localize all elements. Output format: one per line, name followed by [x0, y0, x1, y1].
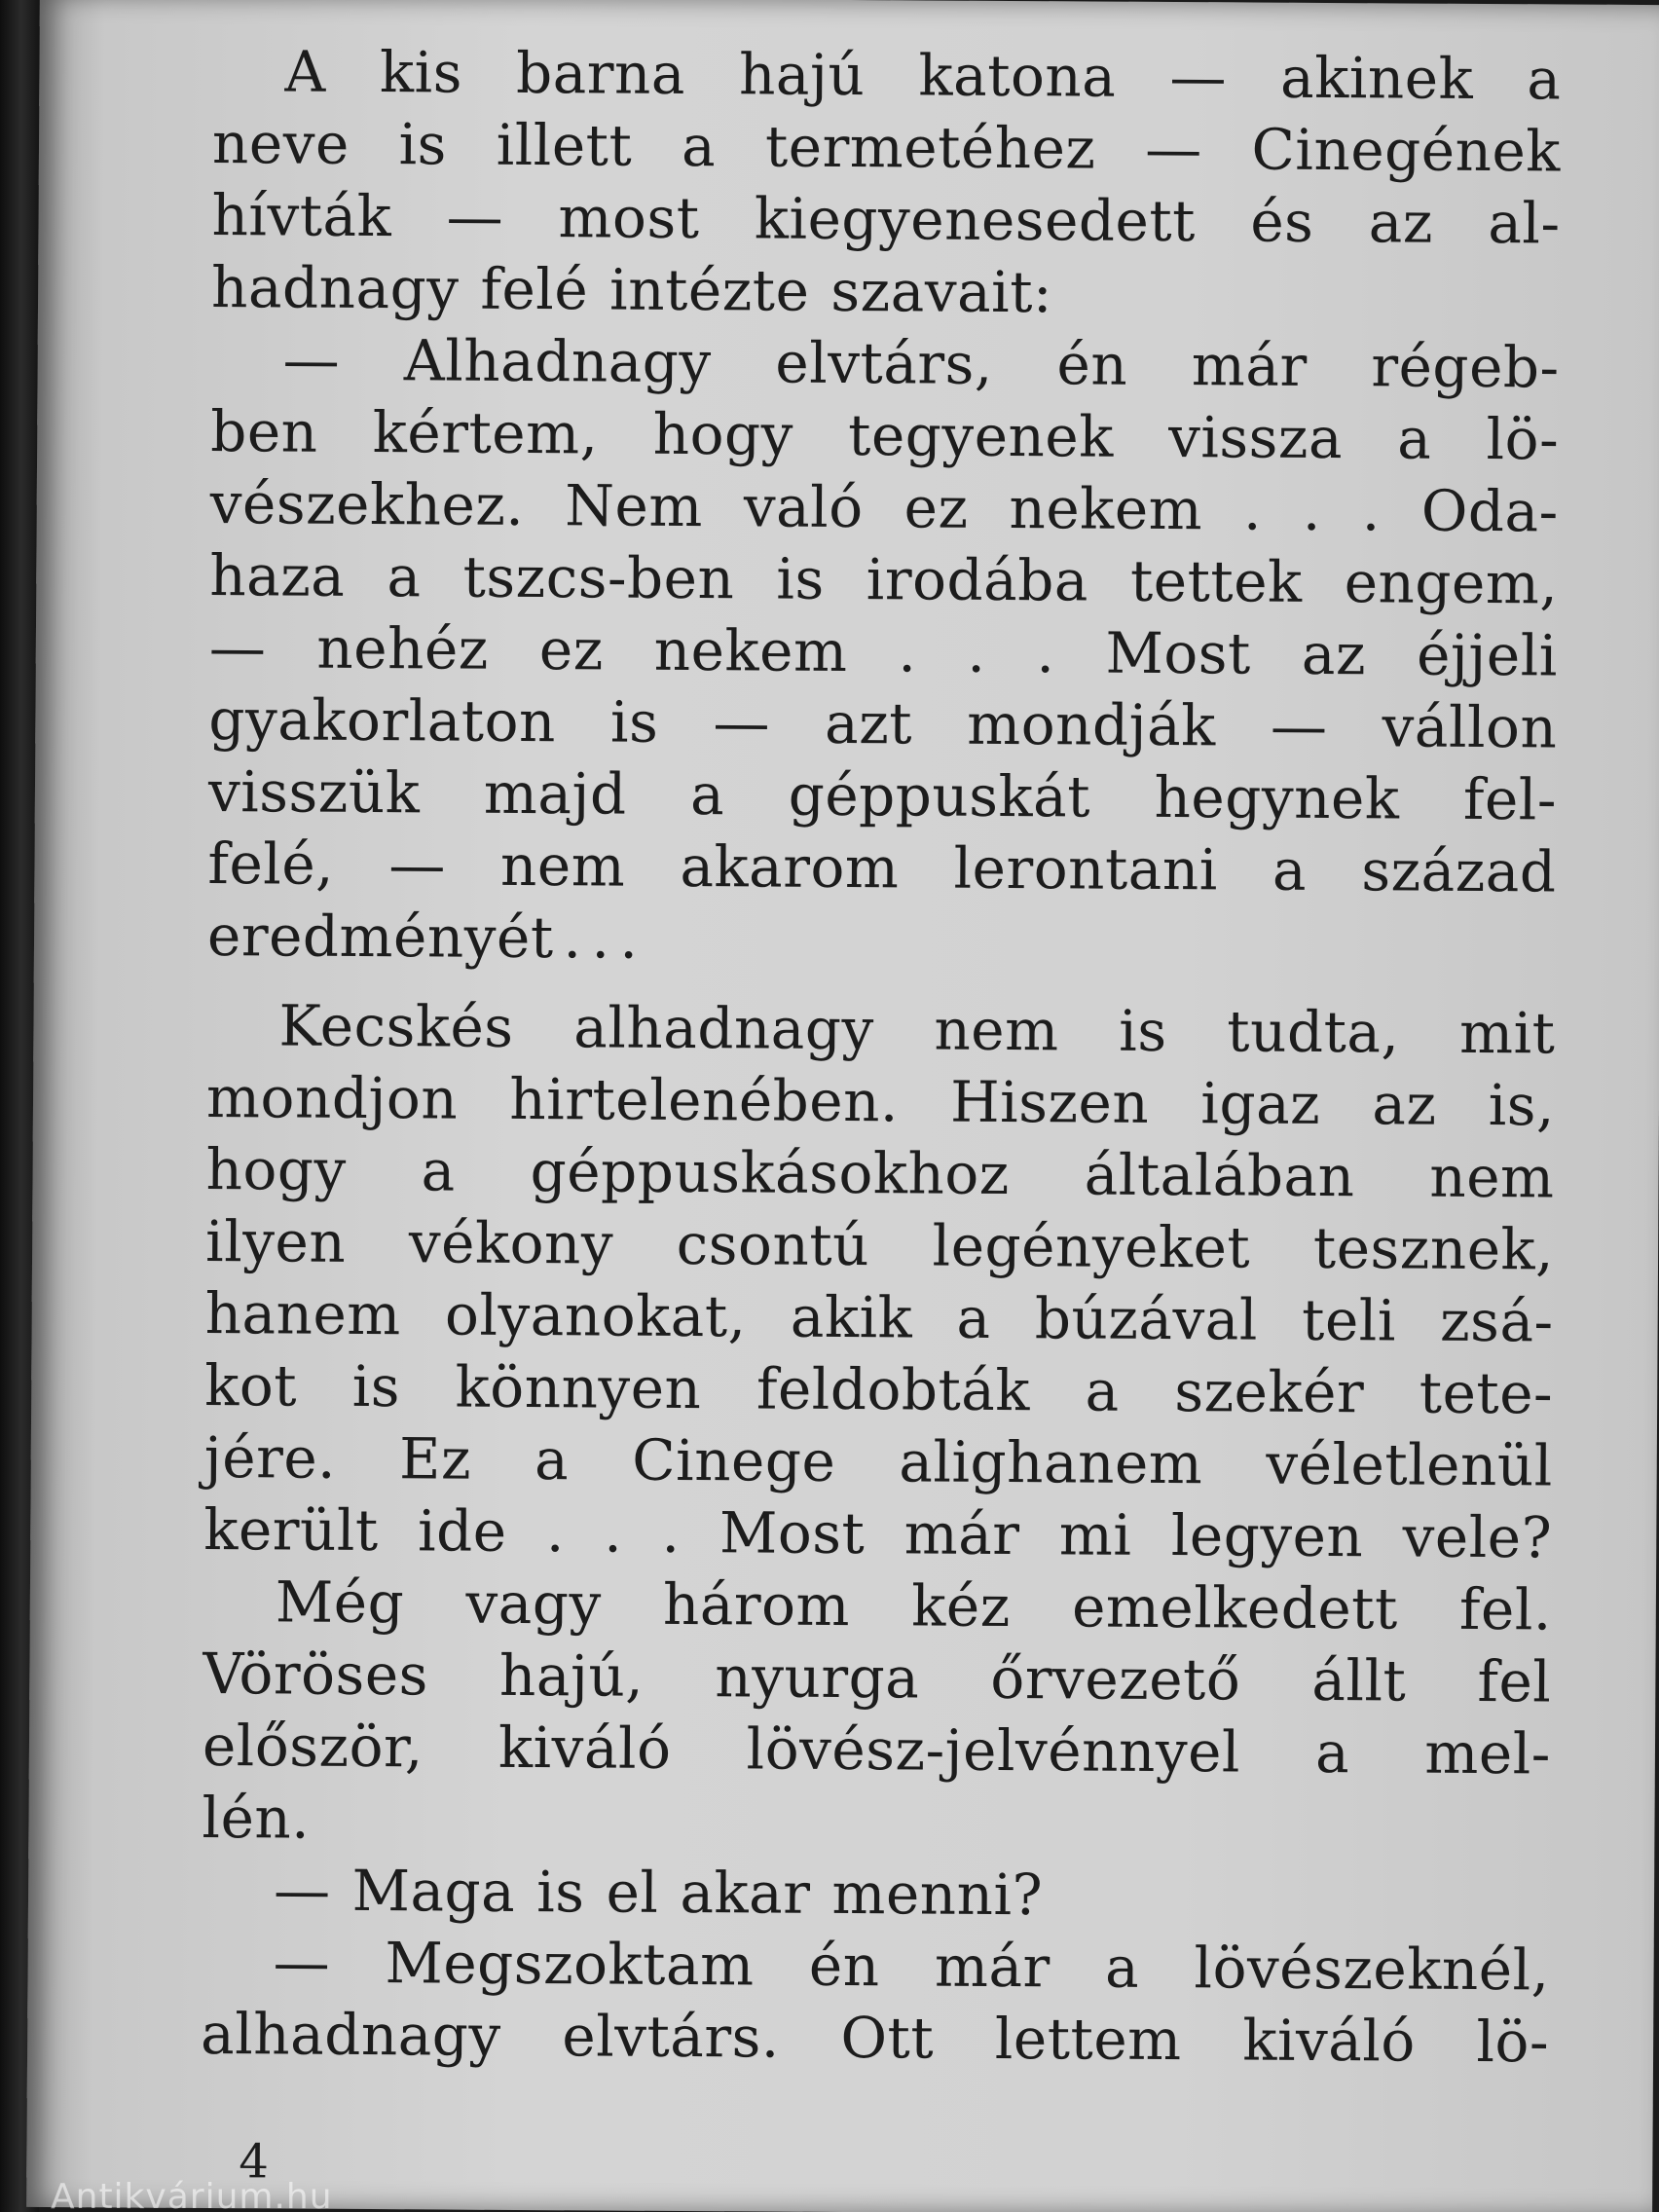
word: Nem — [565, 472, 704, 540]
word: alhadnagy — [573, 994, 874, 1063]
word: tete- — [1419, 1359, 1554, 1427]
word: is — [398, 111, 448, 178]
word: — — [208, 613, 267, 682]
word: a — [1527, 46, 1562, 113]
word: nehéz — [316, 614, 490, 682]
word: nem — [499, 831, 626, 900]
text-line — [210, 467, 1559, 547]
text-line — [208, 756, 1557, 835]
text-line — [203, 1710, 1551, 1789]
text-line — [201, 1998, 1549, 2078]
word: hogy — [205, 1135, 347, 1203]
word: mi — [1058, 1501, 1132, 1568]
word: Vöröses — [203, 1640, 429, 1709]
text-line — [209, 539, 1558, 619]
word: — — [1169, 44, 1228, 111]
text-line — [205, 1205, 1554, 1285]
word: szavait: — [830, 257, 1053, 326]
word: hadnagy — [210, 254, 460, 322]
text-line — [211, 251, 1560, 331]
text-line — [204, 1277, 1553, 1357]
word: elvtárs. — [562, 2003, 781, 2071]
word: . — [545, 1498, 566, 1566]
word: tesznek, — [1312, 1214, 1555, 1283]
word: éjjeli — [1416, 621, 1558, 689]
word: tszcs-ben — [462, 543, 735, 612]
word: mit — [1458, 999, 1556, 1067]
word: lettem — [994, 2005, 1182, 2074]
word: Cinege — [632, 1426, 836, 1494]
word: teli — [1301, 1286, 1397, 1354]
word: Oda- — [1420, 477, 1559, 545]
word: először, — [202, 1712, 424, 1781]
word: Alhadnagy — [403, 327, 712, 396]
word: a — [421, 1137, 456, 1204]
word: . — [661, 1498, 681, 1566]
word: régeb- — [1371, 333, 1560, 401]
word: század — [1361, 837, 1557, 905]
word: . — [1302, 476, 1322, 543]
word: termetéhez — [764, 113, 1096, 182]
word: is, — [1488, 1072, 1556, 1139]
word: kiváló — [498, 1714, 672, 1782]
word: Kecskés — [278, 992, 514, 1060]
word: az — [1368, 189, 1434, 256]
word: is — [776, 545, 825, 612]
text-line — [208, 683, 1557, 763]
word: Ott — [840, 2004, 935, 2072]
word: akar — [680, 1859, 811, 1927]
word: géppuskát — [788, 761, 1091, 830]
word: szekér — [1174, 1358, 1365, 1426]
word: kis — [379, 39, 463, 106]
word: három — [662, 1570, 851, 1640]
word: Megszoktam — [385, 1930, 755, 1999]
word: és — [1250, 188, 1314, 255]
word: kiváló — [1242, 2007, 1417, 2075]
word: akarom — [680, 832, 900, 902]
word: el — [606, 1859, 659, 1926]
word: a — [1314, 1718, 1350, 1787]
word: hívták — [211, 182, 392, 250]
word: neve — [211, 110, 350, 177]
word: vissza — [1167, 404, 1344, 472]
word: — — [1270, 692, 1328, 760]
word: visszük — [207, 757, 421, 827]
word: alighanem — [899, 1428, 1203, 1497]
word: tettek — [1129, 547, 1303, 615]
text-line — [210, 323, 1559, 403]
word: való — [743, 473, 864, 541]
word: A — [284, 38, 327, 105]
word: illett — [496, 111, 633, 179]
word: tudta, — [1227, 998, 1400, 1066]
word: . — [1036, 619, 1055, 686]
word: menni? — [831, 1860, 1044, 1929]
word: a — [689, 761, 725, 829]
word: . — [619, 904, 639, 972]
word: fel — [1477, 1647, 1552, 1715]
word: az — [1301, 620, 1367, 688]
word: a — [681, 112, 717, 180]
word: a — [387, 543, 422, 610]
word: lerontani — [953, 834, 1218, 903]
word: . — [591, 904, 610, 972]
word: hanem — [204, 1279, 402, 1348]
word: nyurga — [715, 1643, 920, 1712]
word: fel- — [1462, 765, 1558, 833]
word: lövészeknél, — [1194, 1935, 1550, 2004]
word: hirtelenében. — [509, 1065, 900, 1135]
text-line — [207, 828, 1556, 907]
word: majd — [483, 759, 627, 828]
word: hajú — [738, 41, 866, 109]
word: . — [898, 618, 917, 685]
word: a — [1085, 1357, 1120, 1424]
word: jére. — [203, 1423, 337, 1492]
word: hegynek — [1154, 763, 1400, 832]
word: a — [1397, 405, 1432, 472]
word: felé, — [207, 830, 335, 898]
text-line — [207, 900, 1556, 979]
word: irodába — [866, 546, 1089, 614]
word: — — [446, 183, 504, 250]
text-line — [209, 611, 1558, 691]
word: azt — [824, 689, 913, 757]
word: legényeket — [932, 1212, 1251, 1281]
word: barna — [515, 39, 686, 107]
watermark: Antikvárium.hu — [51, 2177, 333, 2212]
word: . — [1361, 477, 1382, 544]
word: könnyen — [455, 1353, 702, 1422]
word: elvtárs, — [775, 329, 994, 397]
word: a — [956, 1284, 991, 1351]
text-line — [204, 1421, 1553, 1501]
word: az — [1372, 1071, 1437, 1138]
text-line — [212, 107, 1561, 187]
word: emelkedett — [1071, 1573, 1399, 1642]
word: mondjon — [205, 1063, 459, 1132]
word: kéz — [911, 1572, 1012, 1641]
word: ez — [903, 474, 969, 541]
word: már — [934, 1933, 1051, 2001]
text-line — [212, 35, 1561, 115]
word: nekem — [653, 616, 848, 684]
text-line — [211, 179, 1560, 259]
word: ilyen — [204, 1207, 347, 1275]
word: fel. — [1458, 1575, 1553, 1643]
word: ez — [538, 616, 604, 683]
word: engem, — [1344, 549, 1559, 617]
word: Hiszen — [949, 1068, 1150, 1136]
word: is — [351, 1352, 401, 1420]
word: is — [1119, 997, 1167, 1065]
word: feldobták — [756, 1355, 1031, 1424]
text-line — [206, 989, 1555, 1069]
word: lö- — [1486, 406, 1560, 473]
word: haza — [209, 541, 346, 609]
word: őrvezető — [990, 1644, 1241, 1714]
word: Maga — [351, 1857, 516, 1925]
word: . — [967, 618, 986, 685]
word: hajú, — [498, 1641, 645, 1710]
word: vállon — [1382, 693, 1558, 761]
text-line — [202, 1782, 1550, 1862]
word: most — [558, 184, 700, 252]
word: kiegyenesedett — [754, 185, 1197, 255]
word: Még — [275, 1568, 405, 1637]
word: kértem, — [372, 399, 599, 467]
word: Most — [1105, 619, 1252, 687]
word: . — [604, 1498, 623, 1566]
word: lövész-jelvénnyel — [746, 1715, 1241, 1786]
word: vele? — [1402, 1503, 1553, 1571]
text-line — [203, 1566, 1552, 1645]
word: felé — [480, 255, 589, 323]
body-text — [201, 35, 1562, 2078]
word: ide — [417, 1497, 507, 1565]
word: gyakorlaton — [208, 685, 557, 756]
word: lén. — [202, 1784, 311, 1852]
word: Most — [719, 1499, 866, 1567]
word: igaz — [1200, 1070, 1321, 1137]
word: akik — [790, 1283, 913, 1351]
word: a — [534, 1426, 570, 1493]
word: . — [563, 904, 582, 972]
word: intézte — [608, 256, 810, 324]
word: — — [273, 1857, 331, 1924]
word: katona — [918, 42, 1117, 110]
word: általában — [1084, 1141, 1355, 1210]
text-line — [210, 395, 1559, 475]
word: tegyenek — [847, 402, 1115, 470]
word: — — [1145, 115, 1202, 183]
text-line — [204, 1349, 1553, 1429]
word: ben — [210, 398, 318, 465]
word: mondják — [967, 690, 1217, 759]
text-line — [205, 1133, 1554, 1213]
word: géppuskásokhoz — [530, 1138, 1011, 1208]
word: csontú — [676, 1210, 870, 1279]
word: én — [808, 1932, 880, 2000]
word: nem — [1429, 1143, 1555, 1211]
word: — — [273, 1929, 331, 1996]
word: Cinegének — [1251, 116, 1562, 185]
word: véletlenül — [1266, 1430, 1553, 1499]
word: is — [536, 1859, 585, 1926]
word: — — [388, 831, 447, 899]
word: került — [203, 1495, 379, 1565]
word: Ez — [398, 1425, 472, 1493]
word: nem — [934, 996, 1059, 1064]
word: mel- — [1424, 1719, 1552, 1788]
page-number: 4 — [239, 2134, 270, 2190]
word: akinek — [1279, 44, 1474, 112]
word: is — [609, 688, 659, 756]
word: — — [282, 326, 341, 393]
word: vékony — [408, 1209, 614, 1277]
word: olyanokat, — [444, 1281, 747, 1350]
word: állt — [1311, 1646, 1407, 1714]
text-line — [201, 1926, 1549, 2006]
word: már — [1191, 332, 1308, 399]
word: eredményét — [206, 902, 554, 972]
text-line — [203, 1638, 1551, 1717]
word: al- — [1488, 190, 1561, 257]
word: a — [1104, 1934, 1140, 2001]
word: zsá- — [1439, 1287, 1554, 1355]
word: . — [1242, 476, 1263, 543]
word: vagy — [465, 1569, 602, 1638]
book-page — [26, 0, 1659, 2212]
word: lö- — [1476, 2008, 1550, 2076]
word: kot — [204, 1351, 298, 1419]
word: nekem — [1009, 475, 1203, 543]
word: legyen — [1170, 1502, 1364, 1570]
text-line — [203, 1493, 1552, 1573]
word: hogy — [652, 400, 794, 468]
word: én — [1056, 331, 1128, 398]
word: búzával — [1034, 1285, 1259, 1353]
word: — — [713, 689, 771, 756]
text-line — [206, 1061, 1555, 1141]
word: alhadnagy — [200, 2000, 501, 2069]
word: vészekhez. — [209, 469, 525, 538]
word: már — [903, 1500, 1020, 1568]
word: a — [1272, 836, 1308, 903]
text-line — [202, 1854, 1550, 1934]
